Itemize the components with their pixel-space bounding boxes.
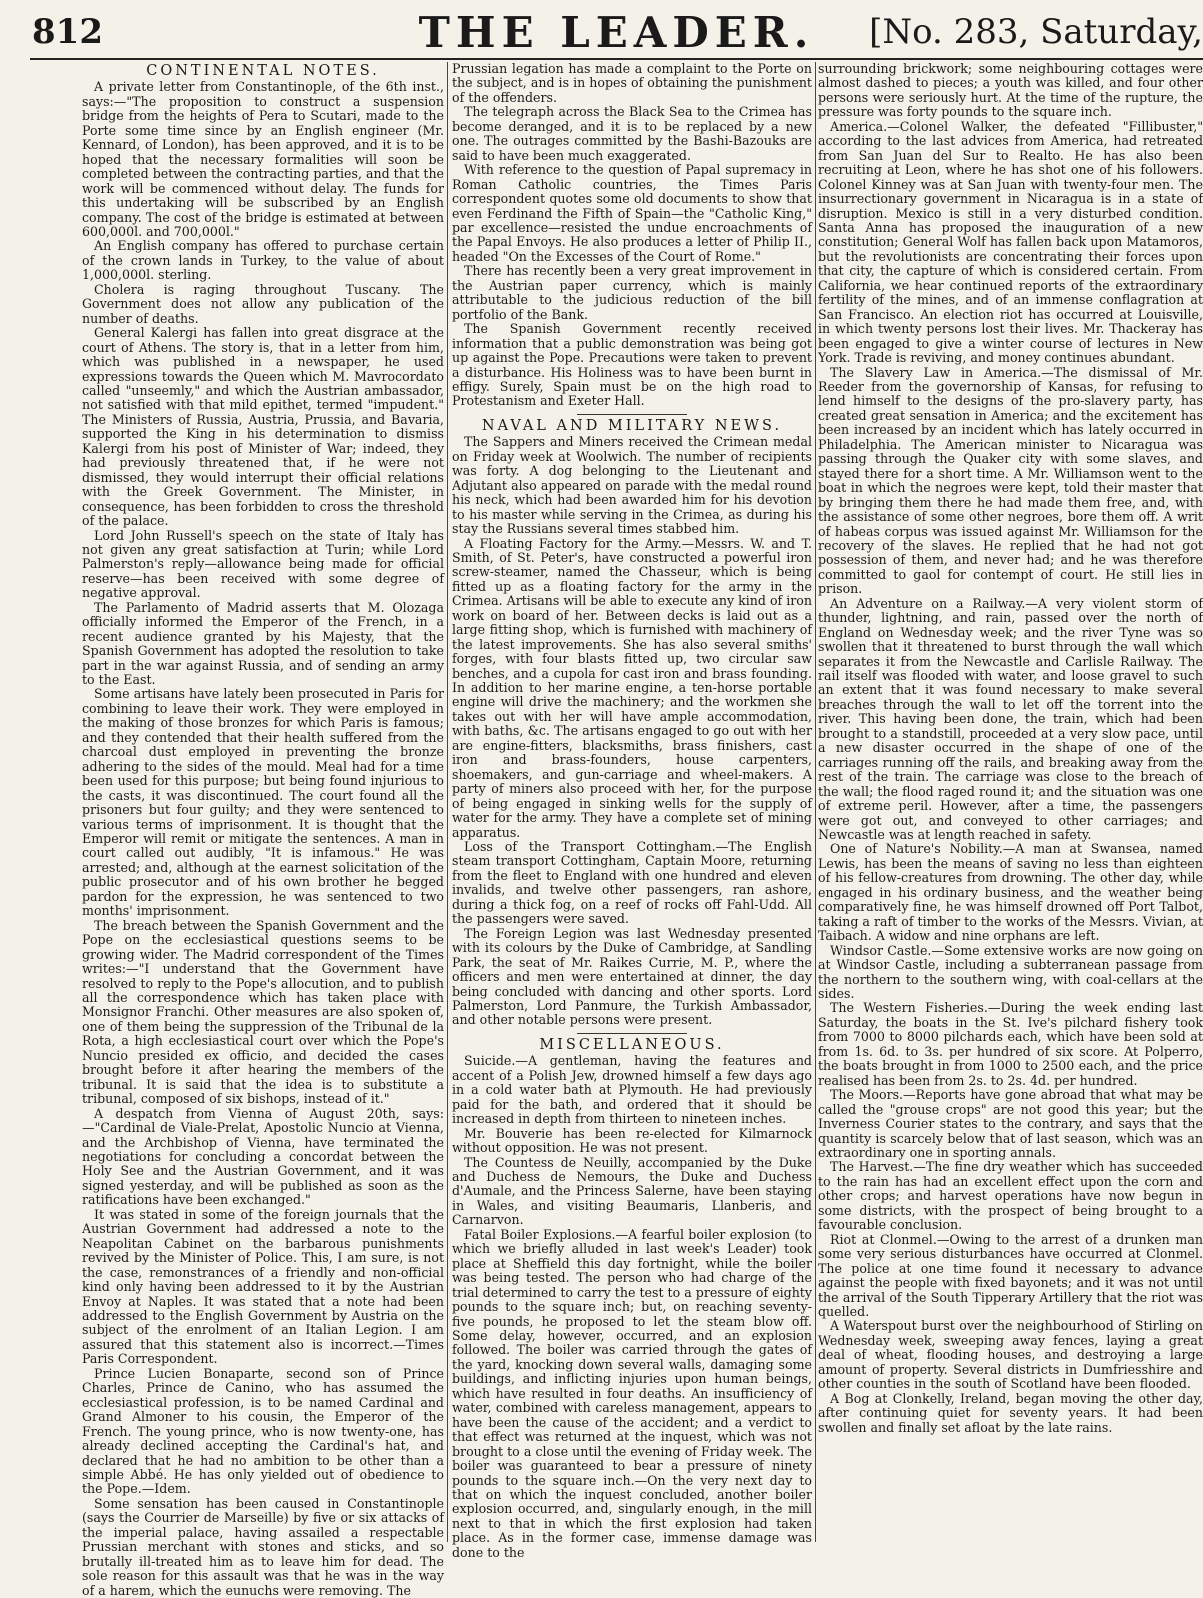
article-paragraph: The telegraph across the Black Sea to the Crimea has become deranged, and it is to be replaced by a new one. The outrages committed by the Bashi-Bazouks are said to have been much exaggerated. <box>452 104 812 163</box>
section-heading-naval-military: NAVAL AND MILITARY NEWS. <box>481 417 783 434</box>
section-divider <box>577 1033 687 1034</box>
article-paragraph: Some sensation has been caused in Constantinople (says the Courrier de Marseille) by five or six attacks of the imperial palace, having assailed a respectable Prussian merchant with stones and sticks, and so brutally ill-treated him as to leave him for dead. The sole reason for this assault was that he was in the way of a harem, which the eunuchs were removing. The <box>82 1495 444 1598</box>
article-paragraph: General Kalergi has fallen into great disgrace at the court of Athens. The story is, that in a letter from him, which was published in a newspaper, he used expressions towards the Queen which M. Mavrocordato called "unseemly," and which the Austrian ambassador, not satisfied with that mild epithet, termed "impudent." The Ministers of Russia, Austria, Prussia, and Bavaria, supported the King in his determination to dismiss Kalergi from his post of Minister of War; indeed, they had previously threatened that, if he were not dismissed, they would interrupt their official relations with the Greek Government. The Minister, in consequence, has been forbidden to cross the threshold of the palace. <box>82 325 444 529</box>
article-paragraph: It was stated in some of the foreign journals that the Austrian Government had addressed a note to the Neapolitan Cabinet on the barbarous punishments revived by the Minister of Police. This, I am sure, is not the case, remonstrances of a friendly and non-official kind only having been addressed to it by the Austrian Envoy at Naples. It was stated that a note had been addressed to the English Government by Austria on the subject of the enrolment of an Italian Legion. I am assured that this statement also is incorrect.—Times Paris Correspondent. <box>82 1206 444 1367</box>
article-paragraph: The Slavery Law in America.—The dismissal of Mr. Reeder from the governorship of Kansas, for refusing to lend himself to the designs of the pro-slavery party, has created great sensation in America; and the excitement has been increased by an incident which has lately occurred in Philadelphia. The American minister to Nicaragua was passing through the Quaker city with some slaves, and stayed there for a short time. A Mr. Williamson went to the boat in which the negroes were kept, told their master that by bringing them there he had made them free, and, with the assistance of some other negroes, bore them off. A writ of habeas corpus was issued against Mr. Williamson for the recovery of the slaves. He replied that he had not got possession of them, and never had; and he was therefore committed to gaol for contempt of court. He still lies in prison. <box>818 364 1203 597</box>
article-paragraph: A despatch from Vienna of August 20th, says:—"Cardinal de Viale-Prelat, Apostolic Nuncio at Vienna, and the Archbishop of Vienna, have terminated the negotiations for concluding a concordat between the Holy See and the Austrian Government, and it was signed yesterday, and will be published as soon as the ratifications have been exchanged." <box>82 1105 444 1208</box>
article-paragraph: With reference to the question of Papal supremacy in Roman Catholic countries, the Times Paris correspondent quotes some old documents to show that even Ferdinand the Fifth of Spain—the "Catholic King," par excellence—resisted the undue encroachments of the Papal Envoys. He also produces a letter of Philip II., headed "On the Excesses of the Court of Rome." <box>452 162 812 264</box>
article-paragraph: Prussian legation has made a complaint to the Porte on the subject, and is in hopes of obtaining the punishment of the offenders. <box>452 61 812 105</box>
article-paragraph: A private letter from Constantinople, of the 6th inst., says:—"The proposition to construct a suspension bridge from the heights of Pera to Scutari, made to the Porte some time since by an English engineer (Mr. Kennard, of London), has been approved, and it is to be hoped that the necessary formalities will soon be completed between the contracting parties, and that the work will be commenced without delay. The funds for this undertaking will be subscribed by an English company. The cost of the bridge is estimated at between 600,000l. and 700,000l." <box>82 79 445 239</box>
article-paragraph: Suicide.—A gentleman, having the features and accent of a Polish Jew, drowned himself a few days ago in a cold water bath at Plymouth. He had previously paid for the bath, and ordered that it should be increased in depth from thirteen to nineteen inches. <box>452 1053 812 1127</box>
page-number: 812 <box>32 12 103 52</box>
column-2 <box>452 61 812 1560</box>
column-rule <box>447 62 448 1542</box>
section-divider <box>577 414 687 415</box>
article-paragraph: Cholera is raging throughout Tuscany. The Government does not allow any publication of the number of deaths. <box>82 281 444 326</box>
article-paragraph: Windsor Castle.—Some extensive works are now going on at Windsor Castle, including a subterranean passage from the northern to the southern wing, with coal-cellars at the sides. <box>818 942 1203 1001</box>
article-paragraph: The breach between the Spanish Government and the Pope on the ecclesiastical questions seems to be growing wider. The Madrid correspondent of the Times writes:—"I understand that the Government have resolved to reply to the Pope's allocution, and to publish all the correspondence which has taken place with Monsignor Franchi. Other measures are also spoken of, one of them being the suppression of the Tribunal de la Rota, a high ecclesiastical court over which the Pope's Nuncio presided ex officio, and decided the cases brought before it after hearing the members of the tribunal. It is said that the idea is to substitute a tribunal, composed of six bishops, instead of it." <box>82 917 444 1107</box>
article-paragraph: The Spanish Government recently received information that a public demonstration was being got up against the Pope. Precautions were taken to prevent a disturbance. His Holiness was to have been burnt in effigy. Surely, Spain must be on the high road to Protestanism and Exeter Hall. <box>452 321 812 409</box>
article-paragraph: The Foreign Legion was last Wednesday presented with its colours by the Duke of Cambridge, at Sandling Park, the seat of Mr. Raikes Currie, M. P., where the officers and men were entertained at dinner, the day being concluded with dancing and other sports. Lord Palmerston, Lord Panmure, the Turkish Ambassador, and other notable persons were present. <box>452 925 812 1028</box>
article-paragraph: America.—Colonel Walker, the defeated "Fillibuster," according to the last advices from America, had retreated from San Juan del Sur to Realto. He has also been recruiting at Leon, where he has shot one of his followers. Colonel Kinney was at San Juan with twenty-four men. The insurrectionary government in Nicaragua is in a state of disruption. Mexico is still in a very disturbed condition. Santa Anna has proposed the inauguration of a new constitution; General Wolf has fallen back upon Matamoros, but the revolutionists are concentrating their forces upon that city, the capture of which is considered certain. From California, we hear continued reports of the extraordinary fertility of the mines, and of an immense conflagration at San Francisco. An election riot has occurred at Louisville, in which twenty persons lost their lives. Mr. Thackeray has been engaged to give a winter course of lectures in New York. Trade is reviving, and money continues abundant. <box>818 118 1203 366</box>
article-paragraph: A Bog at Clonkelly, Ireland, began moving the other day, after continuing quiet for seventy years. It had been swollen and finally set afloat by the late rains. <box>818 1390 1203 1435</box>
article-paragraph: Mr. Bouverie has been re-elected for Kilmarnock without opposition. He was not present. <box>452 1125 812 1156</box>
issue-info: [No. 283, Saturday, <box>869 12 1203 52</box>
article-paragraph: Lord John Russell's speech on the state of Italy has not given any great satisfaction at Turin; while Lord Palmerston's reply—allowance being made for official reserve—has been received with some degree of negative approval. <box>82 527 444 601</box>
article-paragraph: Some artisans have lately been prosecuted in Paris for combining to leave their work. They were employed in the making of those bronzes for which Paris is famous; and they contended that their health suffered from the charcoal dust employed in preventing the bronze adhering to the sides of the mould. Meal had for a time been used for this purpose; but being found injurious to the casts, it was discontinued. The court found all the prisoners but four guilty; and they were sentenced to various terms of imprisonment. It is thought that the Emperor will remit or mitigate the sentences. A man in court called out audibly, "It is infamous." He was arrested; and, although at the earnest solicitation of the public prosecutor and of his own brother he begged pardon for the expression, he was sentenced to two months' imprisonment. <box>82 686 444 919</box>
section-heading-continental-notes: CONTINENTAL NOTES. <box>146 63 380 79</box>
article-paragraph: A Waterspout burst over the neighbourhood of Stirling on Wednesday week, sweeping away fences, laying a great deal of wheat, flooding houses, and destroying a large amount of property. Several districts in Dumfriesshire and other counties in the south of Scotland have been flooded. <box>818 1318 1203 1392</box>
column-1 <box>82 62 445 1598</box>
column-rule <box>815 62 816 1542</box>
section-heading-miscellaneous: MISCELLANEOUS. <box>539 1036 725 1053</box>
newspaper-title: THE LEADER. <box>418 8 815 57</box>
article-paragraph: An Adventure on a Railway.—A very violent storm of thunder, lightning, and rain, passed over the north of England on Wednesday week; and the river Tyne was so swollen that it threatened to burst through the wall which separates it from the Newcastle and Carlisle Railway. The rail itself was flooded with water, and loose gravel to such an extent that it was found necessary to make several breaches through the wall to let off the torrent into the river. This having been done, the train, which had been brought to a standstill, proceeded at a very slow pace, until a new disaster occurred in the shape of one of the carriages running off the rails, and breaking away from the rest of the train. The carriage was close to the breach of the wall; the flood raged round it; and the situation was one of extreme peril. However, after a time, the passengers were got out, and conveyed to other carriages; and Newcastle was at length reached in safety. <box>818 595 1203 843</box>
article-paragraph: Fatal Boiler Explosions.—A fearful boiler explosion (to which we briefly alluded in last week's Leader) took place at Sheffield this day fortnight, while the boiler was being tested. The person who had charge of the trial determined to carry the test to a pressure of eighty pounds to the square inch; but, on reaching seventy-five pounds, he proposed to let the steam blow off. Some delay, however, occurred, and an explosion followed. The boiler was carried through the gates of the yard, knocking down several walls, damaging some buildings, and inflicting injuries upon human beings, which have resulted in four deaths. An insufficiency of water, combined with careless management, appears to have been the cause of the accident; and a verdict to that effect was returned at the inquest, which was not brought to a close until the evening of Friday week. The boiler was guaranteed to bear a pressure of ninety pounds to the square inch.—On the very next day to that on which the inquest concluded, another boiler explosion occurred, and, singularly enough, in the mill next to that in which the first explosion had taken place. As in the former case, immense damage was done to the <box>452 1226 812 1560</box>
article-paragraph: The Countess de Neuilly, accompanied by the Duke and Duchess de Nemours, the Duke and Duchess d'Aumale, and the Princess Salerne, have been staying in Wales, and visiting Beaumaris, Llanberis, and Carnarvon. <box>452 1154 812 1228</box>
article-paragraph: Loss of the Transport Cottingham.—The English steam transport Cottingham, Captain Moore, returning from the fleet to England with one hundred and eleven invalids, and twelve other passengers, ran ashore, during a thick fog, on a reef of rocks off Fahl-Udd. All the passengers were saved. <box>452 839 812 927</box>
masthead <box>30 6 1203 60</box>
article-paragraph: The Moors.—Reports have gone abroad that what may be called the "grouse crops" are not good this year; but the Inverness Courier states to the contrary, and says that the quantity is scarcely below that of last season, which was an extraordinary one in sporting annals. <box>818 1087 1203 1160</box>
column-3 <box>818 62 1203 1542</box>
article-paragraph: The Sappers and Miners received the Crimean medal on Friday week at Woolwich. The number of recipients was forty. A dog belonging to the Lieutenant and Adjutant also appeared on parade with the medal round his neck, which had been awarded him for his devotion to his master while serving in the Crimea, as during his stay the Russians several times stabbed him. <box>452 434 812 537</box>
article-paragraph: There has recently been a very great improvement in the Austrian paper currency, which is mainly attributable to the judicious reduction of the bill portfolio of the Bank. <box>452 263 812 322</box>
article-paragraph: The Harvest.—The fine dry weather which has succeeded to the rain has had an excellent effect upon the corn and other crops; and harvest operations have now begun in some districts, with the prospect of being brought to a favourable conclusion. <box>818 1159 1203 1233</box>
article-paragraph: An English company has offered to purchase certain of the crown lands in Turkey, to the value of about 1,000,000l. sterling. <box>82 238 444 283</box>
article-paragraph: Riot at Clonmel.—Owing to the arrest of a drunken man some very serious disturbances have occurred at Clonmel. The police at one time found it necessary to advance against the people with fixed bayonets; and it was not until the arrival of the South Tipperary Artillery that the riot was quelled. <box>818 1231 1203 1319</box>
article-paragraph: The Western Fisheries.—During the week ending last Saturday, the boats in the St. Ive's pilchard fishery took from 7000 to 8000 pilchards each, which have been sold at from 1s. 6d. to 3s. per hundred of six score. At Polperro, the boats brought in from 1000 to 2500 each, and the price realised has been from 2s. to 2s. 4d. per hundred. <box>818 1000 1203 1088</box>
article-paragraph: A Floating Factory for the Army.—Messrs. W. and T. Smith, of St. Peter's, have constructed a powerful iron screw-steamer, named the Chasseur, which is being fitted up as a floating factory for the army in the Crimea. Artisans will be able to execute any kind of iron work on board of her. Between decks is laid out as a large fitting shop, which is furnished with machinery of the latest improvements. She has also several smiths' forges, with four blasts fitted up, two circular saw benches, and a cupola for cast iron and brass founding. In addition to her marine engine, a ten-horse portable engine will drive the machinery; and the workmen she takes out with her will have ample accommodation, with baths, &c. The artisans engaged to go out with her are engine-fitters, blacksmiths, brass finishers, cast iron and brass-founders, house carpenters, shoemakers, and gun-carriage and wheel-makers. A party of miners also proceed with her, for the purpose of being engaged in sinking wells for the supply of water for the army. They have a complete set of mining apparatus. <box>452 535 812 840</box>
article-paragraph: surrounding brickwork; some neighbouring cottages were almost dashed to pieces; a youth was killed, and four other persons were seriously hurt. At the time of the rupture, the pressure was forty pounds to the square inch. <box>818 61 1203 120</box>
article-paragraph: The Parlamento of Madrid asserts that M. Olozaga officially informed the Emperor of the French, in a recent audience granted by his Majesty, that the Spanish Government has adopted the resolution to take part in the war against Russia, and of sending an army to the East. <box>82 599 444 688</box>
article-paragraph: One of Nature's Nobility.—A man at Swansea, named Lewis, has been the means of saving no less than eighteen of his fellow-creatures from drowning. The other day, while engaged in his ordinary business, and the weather being comparatively fine, he was himself drowned off Port Talbot, taking a raft of timber to the works of the Messrs. Vivian, at Taibach. A widow and nine orphans are left. <box>818 841 1203 944</box>
article-paragraph: Prince Lucien Bonaparte, second son of Prince Charles, Prince de Canino, who has assumed the ecclesiastical profession, is to be named Cardinal and Grand Almoner to his cousin, the Emperor of the French. The young prince, who is now twenty-one, has already declined accepting the Cardinal's hat, and declared that he had no ambition to be other than a simple Abbé. He has only yielded out of obedience to the Pope.—Idem. <box>82 1365 444 1497</box>
